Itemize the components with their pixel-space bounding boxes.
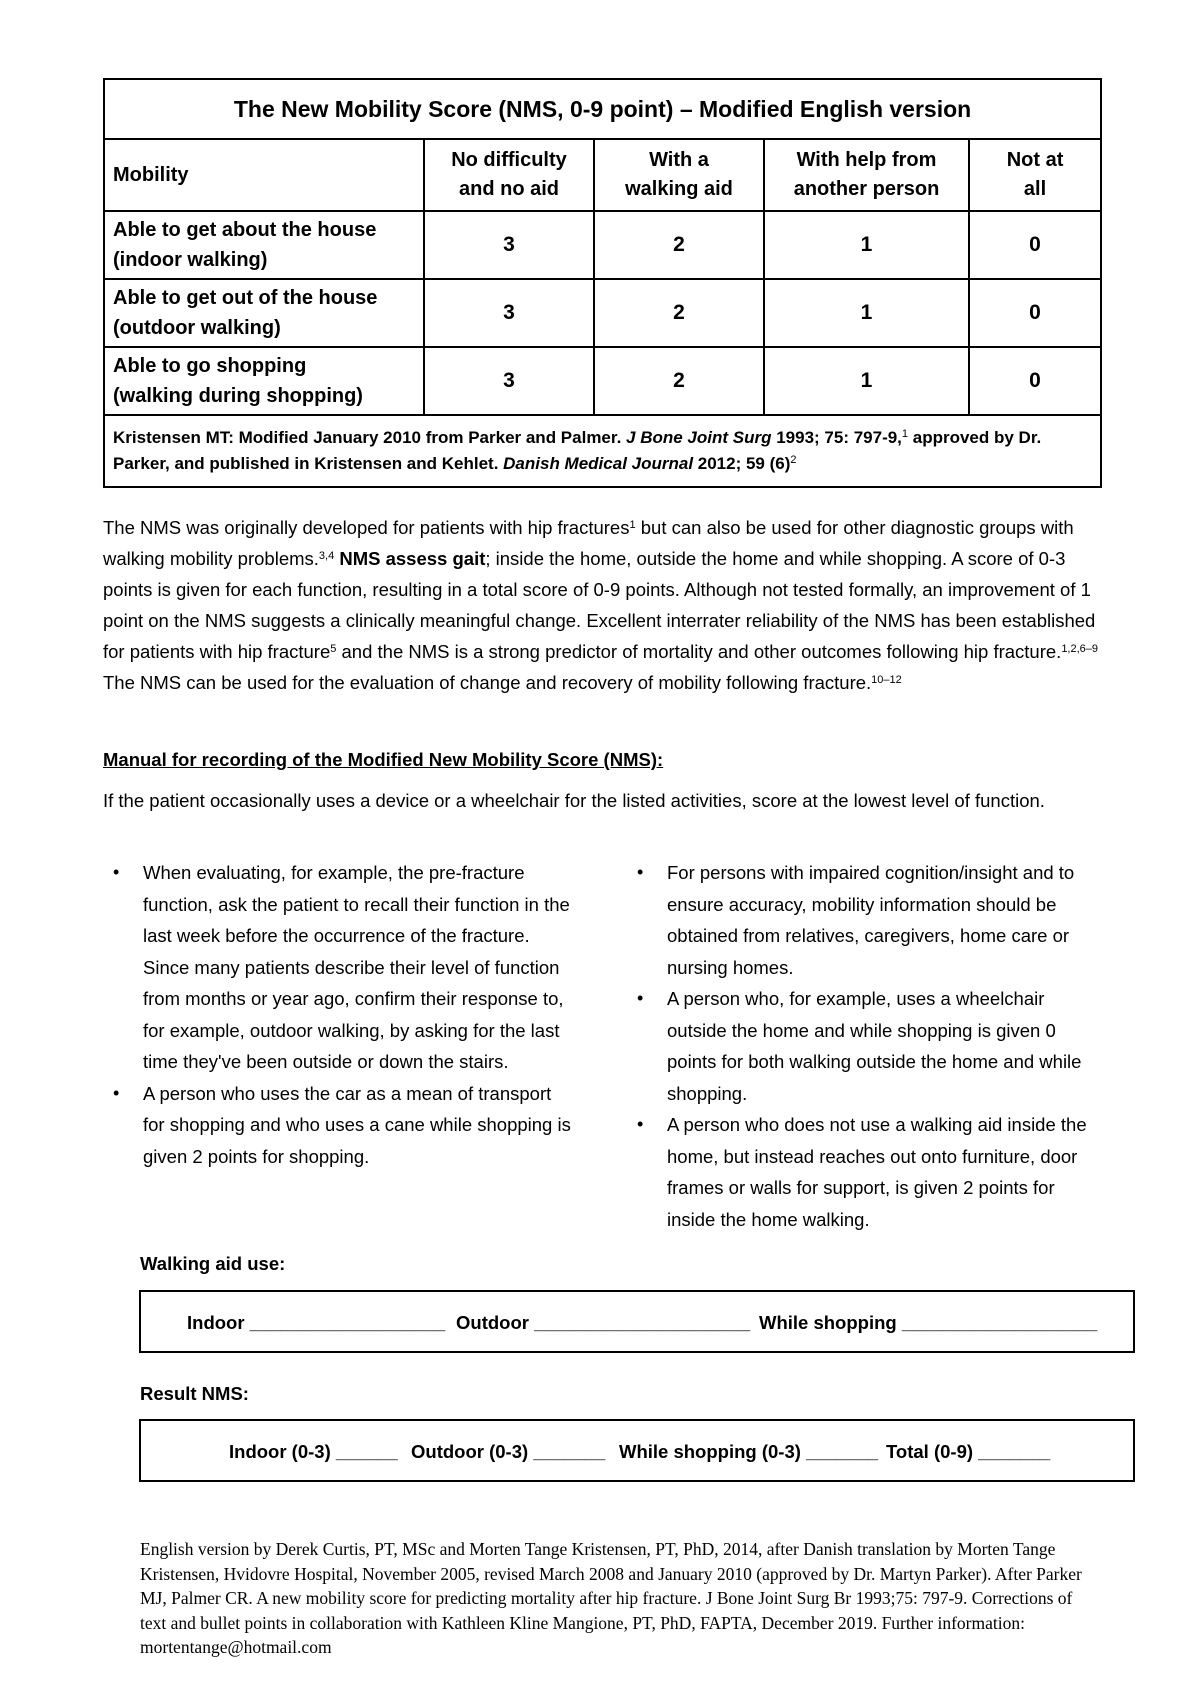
walking-aid-box [139,1290,1135,1353]
score-cell: 3 [424,347,594,415]
list-item: • When evaluating, for example, the pre-fracture function, ask the patient to recall their function in the last week before the occurrence of the fracture. Since many patients describe their level of function from months or year ago, confirm their response to, for example, outdoor walking, by asking for the last time they've been outside or down the stairs. [103,857,573,1078]
row-label: Able to get about the house (indoor walking) [104,211,424,279]
score-cell: 1 [764,211,969,279]
header-row [104,139,1101,211]
result-indoor-field[interactable]: Indoor (0-3) ______ [229,1441,398,1462]
list-item: • A person who does not use a walking aid inside the home, but instead reaches out onto furniture, door frames or walls for support, is given 2 points for inside the home walking. [627,1109,1097,1235]
score-cell: 3 [424,211,594,279]
walking-aid-label: Walking aid use: [140,1253,286,1274]
table-row [104,347,1101,415]
score-cell: 0 [969,211,1101,279]
nms-table [103,78,1102,488]
row-label: Able to go shopping (walking during shopping) [104,347,424,415]
walking-aid-shopping-field[interactable]: While shopping ___________________ [759,1312,1098,1333]
score-cell: 2 [594,279,764,347]
footer-note: English version by Derek Curtis, PT, MSc and Morten Tange Kristensen, PT, PhD, 2014, after Danish translation by Morten Tange Kristensen, Hvidovre Hospital, November 2005, revised March 2008 and January 2010 (approved by Dr. Martyn Parker). After Parker MJ, Palmer CR. A new mobility score for predicting mortality after hip fracture. J Bone Joint Surg Br 1993;75: 797-9. Corrections of text and bullet points in collaboration with Kathleen Kline Mangione, PT, PhD, FAPTA, December 2019. Further information: mortentange@hotmail.com [140,1539,1082,1657]
result-outdoor-field[interactable]: Outdoor (0-3) _______ [411,1441,606,1462]
table-row [104,279,1101,347]
table-citation: Kristensen MT: Modified January 2010 from Parker and Palmer. J Bone Joint Surg 1993; 75: 797-9,$^1$ approved by Dr. Parker, and published in Kristensen and Kehlet. Danish Medical Journal 2012; 59 $(6)^2$ [104,415,1101,487]
header-help-person: With help from another person [764,139,969,211]
list-item: • A person who uses the car as a mean of transport for shopping and who uses a cane while shopping is given 2 points for shopping. [103,1078,573,1173]
row-label: Able to get out of the house (outdoor walking) [104,279,424,347]
score-cell: 1 [764,347,969,415]
manual-heading: Manual for recording of the Modified New Mobility Score (NMS): [103,749,664,770]
result-label: Result NMS: [140,1383,249,1404]
header-not-at-all: Not at all [969,139,1101,211]
manual-instruction: If the patient occasionally uses a device or a wheelchair for the listed activities, score at the lowest level of function. [103,790,1045,811]
walking-aid-outdoor-field[interactable]: Outdoor _____________________ [456,1312,751,1333]
header-walking-aid: With a walking aid [594,139,764,211]
list-item: • A person who, for example, uses a wheelchair outside the home and while shopping is given 0 points for both walking outside the home and while shopping. [627,983,1097,1109]
header-mobility: Mobility [104,139,424,211]
score-cell: 2 [594,211,764,279]
result-shopping-field[interactable]: While shopping (0-3) _______ [619,1441,879,1462]
intro-paragraph: The NMS was originally developed for patients with hip fractures$^1$ but can also be used for other diagnostic groups with walking mobility problems.$^{3,4}$ NMS assess gait; inside the home, outside the home and while shopping. A score of 0-3 points is given for each function, resulting in a total score of 0-9 points. Although not tested formally, an improvement of 1 point on the NMS suggests a clinically meaningful change. Excellent interrater reliability of the NMS has been established for patients with hip fracture$^5$ and the NMS is a strong predictor of mortality and other outcomes following hip fracture.$^{1,2,6-9}$ The NMS can be used for the evaluation of change and recovery of mobility following fracture.$^{10-12}$ [103,517,1099,693]
score-cell: 1 [764,279,969,347]
score-cell: 2 [594,347,764,415]
result-total-field[interactable]: Total (0-9) _______ [886,1441,1051,1462]
bullet-list-left [103,857,573,1172]
walking-aid-indoor-field[interactable]: Indoor ___________________ [187,1312,446,1333]
list-item: • For persons with impaired cognition/insight and to ensure accuracy, mobility information should be obtained from relatives, caregivers, home care or nursing homes. [627,857,1097,983]
bullet-list-right [627,857,1097,1235]
score-cell: 0 [969,347,1101,415]
table-row [104,211,1101,279]
score-cell: 3 [424,279,594,347]
table-title: The New Mobility Score (NMS, 0-9 point) – Modified English version [104,79,1101,139]
score-cell: 0 [969,279,1101,347]
result-box [139,1419,1135,1482]
header-no-difficulty: No difficulty and no aid [424,139,594,211]
